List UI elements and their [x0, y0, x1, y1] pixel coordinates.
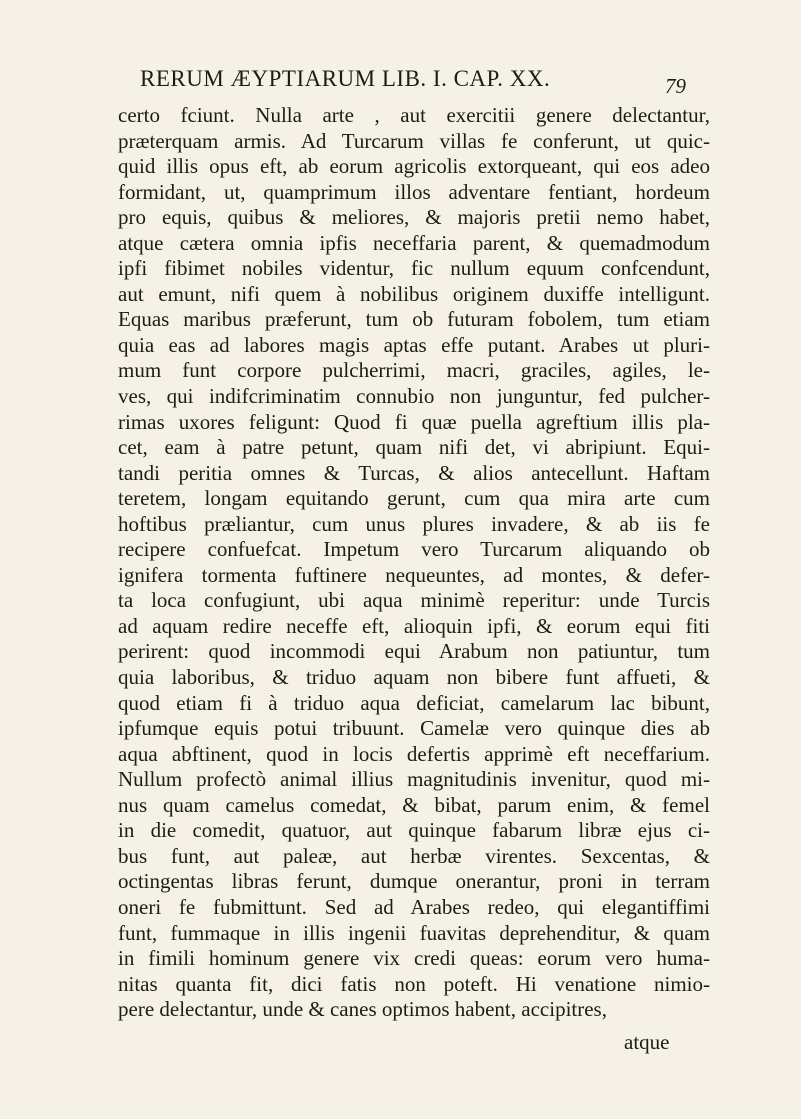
text-line: mum funt corpore pulcherrimi, macri, graciles, agiles, le-	[118, 358, 710, 383]
text-line: quia laboribus, & triduo aquam non bibere funt affueti, &	[118, 665, 710, 690]
text-line: in fimili hominum genere vix credi queas: eorum vero huma-	[118, 946, 710, 971]
catchword: atque	[624, 1030, 670, 1054]
text-line: quia eas ad labores magis aptas effe putant. Arabes ut pluri-	[118, 332, 710, 357]
text-line: ipfumque equis potui tribuunt. Camelæ vero quinque dies ab	[118, 716, 710, 741]
text-line: hoftibus præliantur, cum unus plures invadere, & ab iis fe	[118, 511, 710, 536]
text-line: perirent: quod incommodi equi Arabum non patiuntur, tum	[118, 639, 710, 664]
text-line: ta loca confugiunt, ubi aqua minimè reperitur: unde Turcis	[118, 588, 710, 613]
text-line: ves, qui indifcriminatim connubio non junguntur, fed pulcher-	[118, 384, 710, 409]
text-line: funt, fummaque in illis ingenii fuavitas deprehenditur, & quam	[118, 920, 710, 945]
text-line: atque cætera omnia ipfis neceffaria parent, & quemadmodum	[118, 230, 710, 255]
text-line: teretem, longam equitando gerunt, cum qua mira arte cum	[118, 486, 710, 511]
text-line: pro equis, quibus & meliores, & majoris pretii nemo habet,	[118, 205, 710, 230]
text-line: octingentas libras ferunt, dumque onerantur, proni in terram	[118, 869, 710, 894]
text-line: præterquam armis. Ad Turcarum villas fe conferunt, ut quic-	[118, 128, 710, 153]
text-line: formidant, ut, quamprimum illos adventare fentiant, hordeum	[118, 179, 710, 204]
text-line: Equas maribus præferunt, tum ob futuram fobolem, tum etiam	[118, 307, 710, 332]
text-line: aqua abftinent, quod in locis defertis apprimè eft neceffarium.	[118, 741, 710, 766]
running-head: RERUM ÆYPTIARUM LIB. I. CAP. XX.	[140, 66, 551, 91]
text-line: certo fciunt. Nulla arte , aut exercitii genere delectantur,	[118, 103, 710, 127]
text-line: nus quam camelus comedat, & bibat, parum enim, & femel	[118, 792, 710, 817]
text-line: in die comedit, quatuor, aut quinque fabarum libræ ejus ci-	[118, 818, 710, 843]
body-text	[118, 103, 710, 1023]
text-line: cet, eam à patre petunt, quam nifi det, vi abripiunt. Equi-	[118, 435, 710, 460]
text-line: rimas uxores feligunt: Quod fi quæ puella agreftium illis pla-	[118, 409, 710, 434]
text-line: quod etiam fi à triduo aqua deficiat, camelarum lac bibunt,	[118, 690, 710, 715]
text-line: tandi peritia omnes & Turcas, & alios antecellunt. Haftam	[118, 460, 710, 485]
text-line: ignifera tormenta fuftinere nequeuntes, ad montes, & defer-	[118, 562, 710, 587]
text-line: ad aquam redire neceffe eft, alioquin ipfi, & eorum equi fiti	[118, 613, 710, 638]
text-line: ipfi fibimet nobiles videntur, fic nullum equum confcendunt,	[118, 256, 710, 281]
text-line: recipere confuefcat. Impetum vero Turcarum aliquando ob	[118, 537, 710, 562]
text-line: aut emunt, nifi quem à nobilibus originem duxiffe intelligunt.	[118, 281, 710, 306]
text-line: nitas quanta fit, dici fatis non poteft. Hi venatione nimio-	[118, 971, 710, 996]
text-line: bus funt, aut paleæ, aut herbæ virentes. Sexcentas, &	[118, 843, 710, 868]
text-line: oneri fe fubmittunt. Sed ad Arabes redeo, qui elegantiffimi	[118, 894, 710, 919]
text-line: Nullum profectò animal illius magnitudinis invenitur, quod mi-	[118, 767, 710, 792]
page-number: 79	[665, 74, 686, 98]
text-line: pere delectantur, unde & canes optimos habent, accipitres,	[118, 997, 607, 1022]
text-line: quid illis opus eft, ab eorum agricolis extorqueant, qui eos adeo	[118, 154, 710, 179]
